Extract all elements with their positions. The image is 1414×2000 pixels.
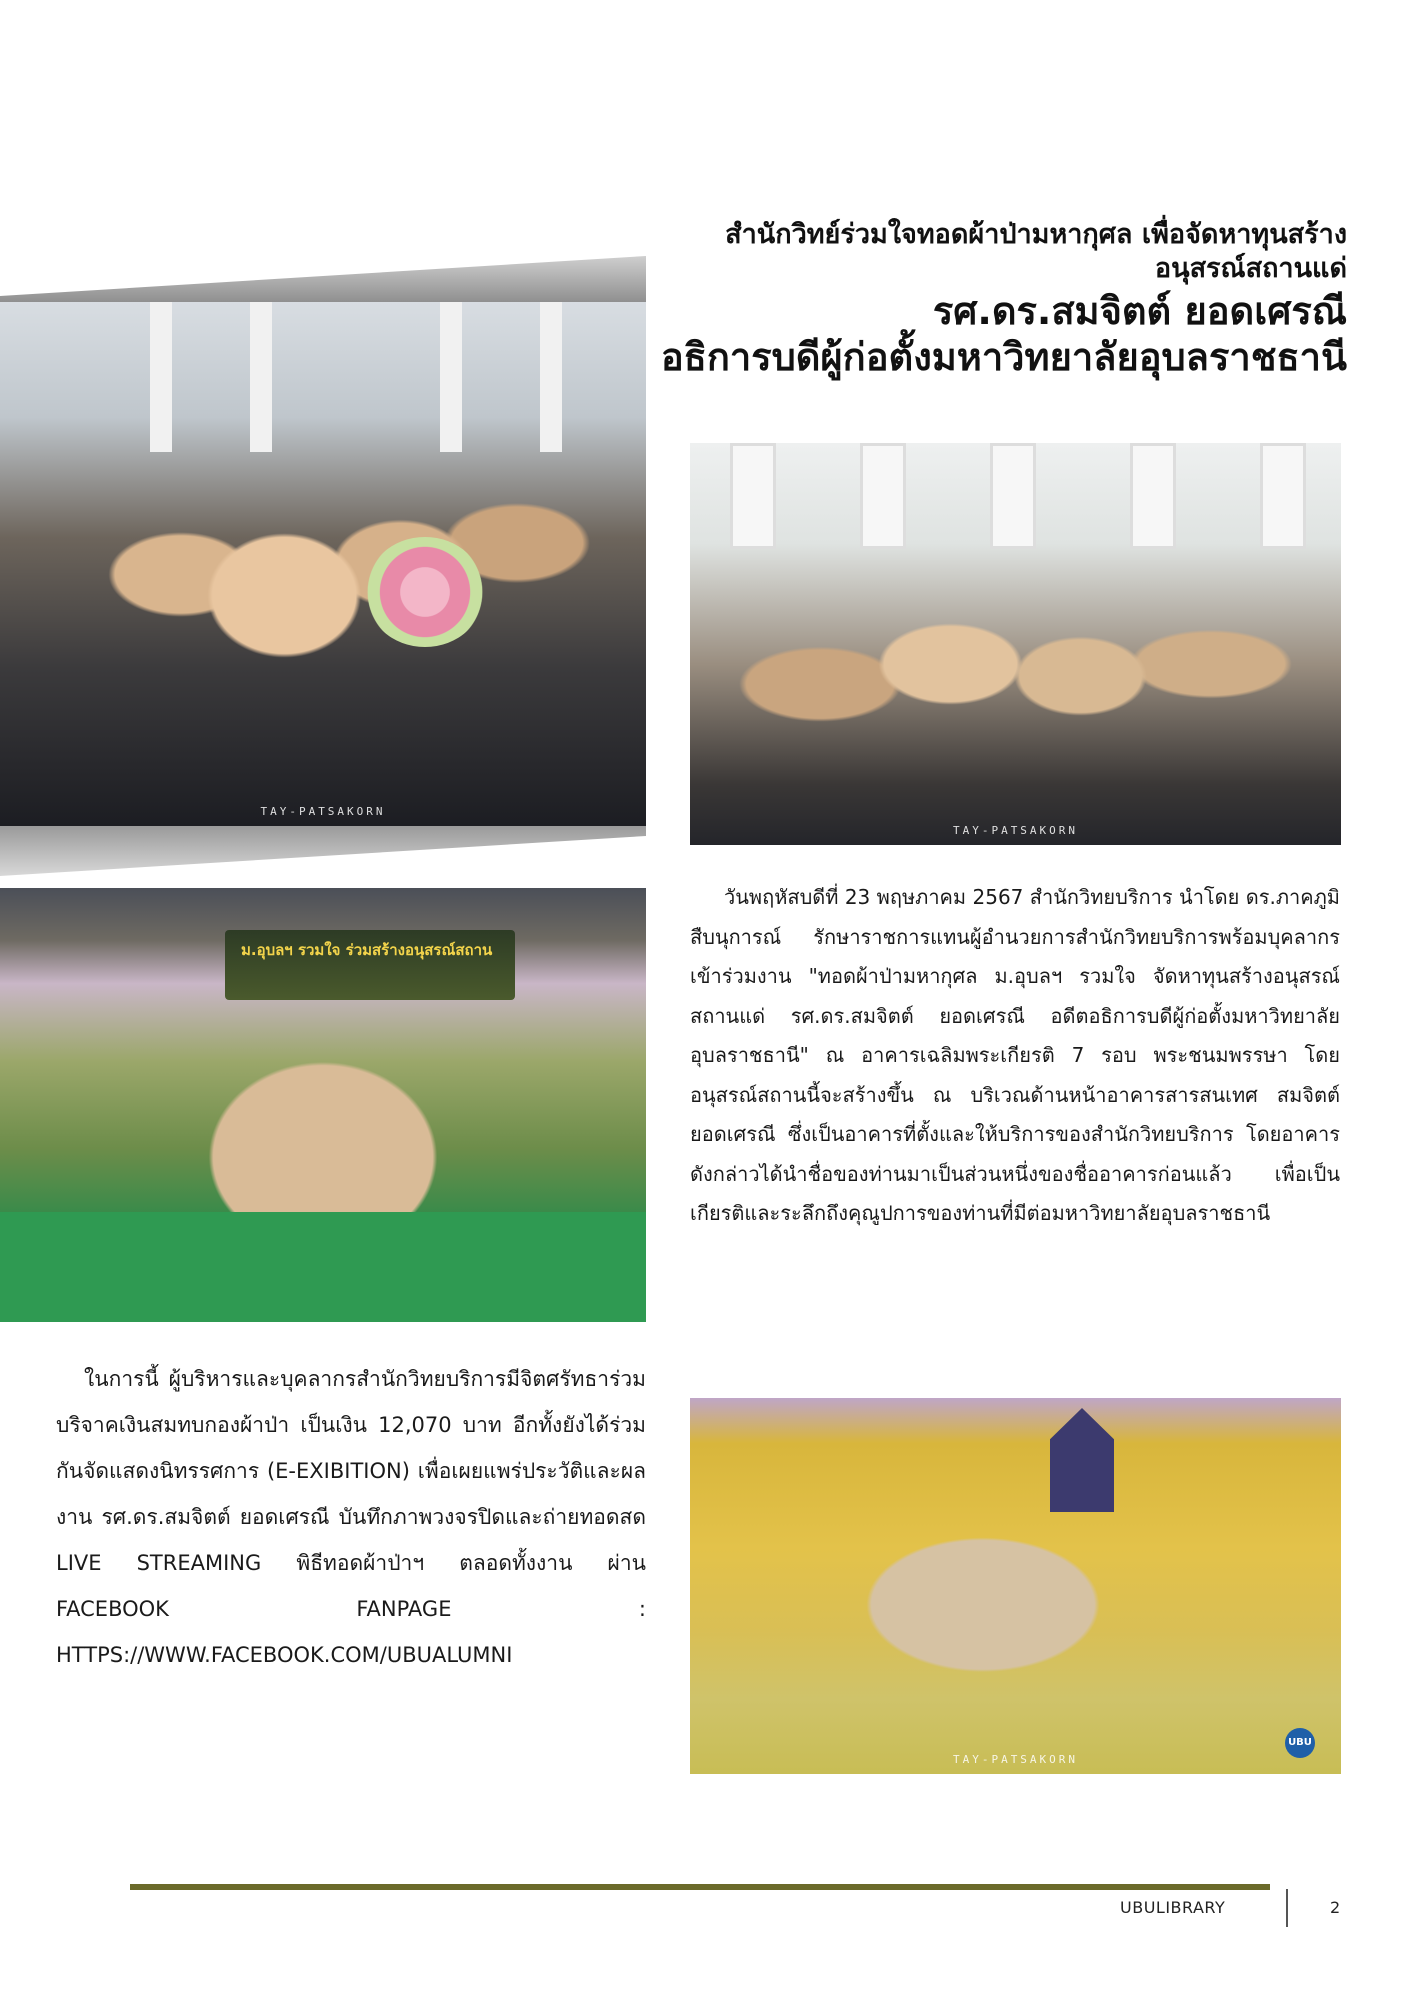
footer-brand: UBULIBRARY bbox=[1120, 1898, 1226, 1917]
article-headline bbox=[587, 218, 1347, 380]
headline-line-2: อนุสรณ์สถานแด่ bbox=[1154, 253, 1347, 284]
photo-group-stage bbox=[0, 888, 646, 1322]
headline-line-1: สำนักวิทย์ร่วมใจทอดผ้าป่ามหากุศล เพื่อจัดหาทุนสร้าง bbox=[725, 219, 1347, 250]
footer-divider bbox=[1286, 1889, 1288, 1927]
photo-hall-dance bbox=[690, 1398, 1341, 1774]
footer-rule bbox=[130, 1884, 1270, 1890]
stage-banner bbox=[225, 930, 515, 1000]
photo-staff-bouquet bbox=[690, 443, 1341, 845]
body-paragraph-1: วันพฤหัสบดีที่ 23 พฤษภาคม 2567 สำนักวิทยบริการ นำโดย ดร.ภาคภูมิ สืบนุการณ์ รักษาราชการแทนผู้อำนวยการสำนักวิทยบริการพร้อมบุคลากร เข้าร่วมงาน "ทอดผ้าป่ามหากุศล ม.อุบลฯ รวมใจ จัดหาทุนสร้างอนุสรณ์สถานแด่ รศ.ดร.สมจิตต์ ยอดเศรณี อดีตอธิการบดีผู้ก่อตั้งมหาวิทยาลัยอุบลราชธานี" ณ อาคารเฉลิมพระเกียรติ 7 รอบ พระชนมพรรษา โดยอนุสรณ์สถานนี้จะสร้างขึ้น ณ บริเวณด้านหน้าอาคารสารสนเทศ สมจิตต์ ยอดเศรณี ซึ่งเป็นอาคารที่ตั้งและให้บริการของสำนักวิทยบริการ โดยอาคารดังกล่าวได้นำชื่อของท่านมาเป็นส่วนหนึ่งของชื่ออาคารก่อนแล้ว เพื่อเป็นเกียรติและระลึกถึงคุณูปการของท่านที่มีต่อมหาวิทยาลัยอุบลราชธานี bbox=[690, 885, 1340, 1225]
university-logo-icon: UBU bbox=[1285, 1728, 1315, 1758]
headline-line-4: อธิการบดีผู้ก่อตั้งมหาวิทยาลัยอุบลราชธานี bbox=[660, 335, 1347, 379]
photo-group-flowers bbox=[0, 302, 646, 826]
stage-banner-text: ม.อุบลฯ รวมใจ ร่วมสร้างอนุสรณ์สถาน bbox=[241, 941, 493, 959]
hall-ornament bbox=[1050, 1408, 1114, 1512]
headline-line-3: รศ.ดร.สมจิตต์ ยอดเศรณี bbox=[932, 289, 1347, 333]
photo-watermark: TAY-PATSAKORN bbox=[952, 824, 1079, 837]
body-paragraph-2: ในการนี้ ผู้บริหารและบุคลากรสำนักวิทยบริการมีจิตศรัทธาร่วมบริจาคเงินสมทบกองผ้าป่า เป็นเงิน 12,070 บาท อีกทั้งยังได้ร่วมกันจัดแสดงนิทรรศการ (E-EXIBITION) เพื่อเผยแพร่ประวัติและผลงาน รศ.ดร.สมจิตต์ ยอดเศรณี บันทึกภาพวงจรปิดและถ่ายทอดสด LIVE STREAMING พิธีทอดผ้าป่าฯ ตลอดทั้งงาน ผ่าน FACEBOOK FANPAGE : HTTPS://WWW.FACEBOOK.COM/UBUALUMNI bbox=[56, 1367, 646, 1667]
photo-watermark: TAY-PATSAKORN bbox=[260, 805, 386, 818]
photo-shadow-top bbox=[0, 256, 646, 306]
green-floor bbox=[0, 1212, 646, 1322]
page-number: 2 bbox=[1330, 1898, 1341, 1917]
photo-shadow-bottom bbox=[0, 826, 646, 876]
flower-bouquet bbox=[365, 537, 485, 647]
photo-watermark: TAY-PATSAKORN bbox=[952, 1753, 1079, 1766]
